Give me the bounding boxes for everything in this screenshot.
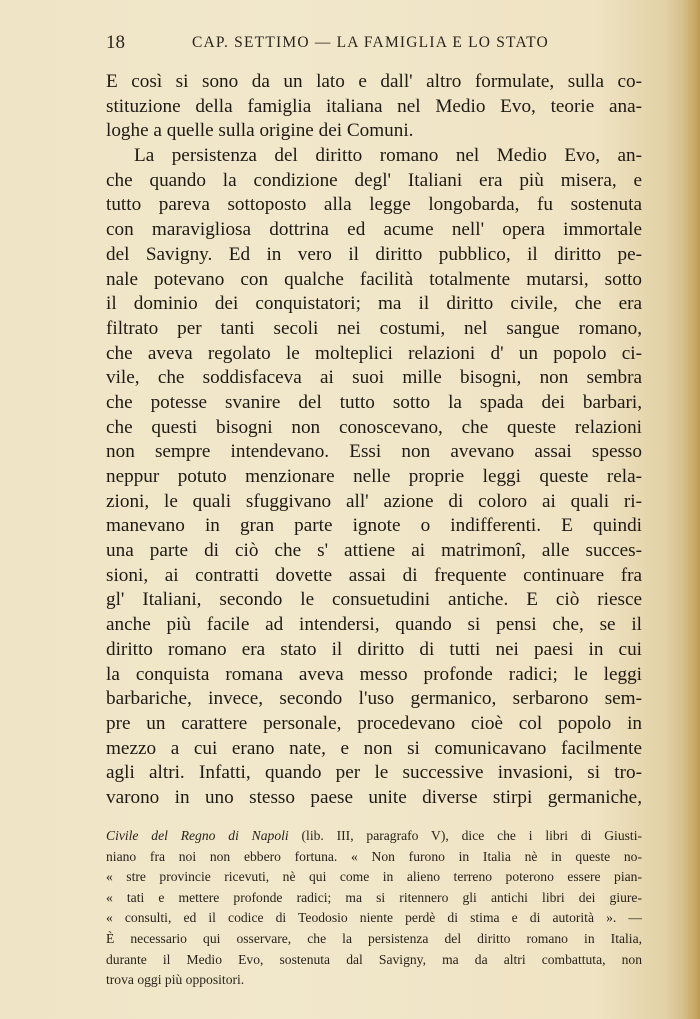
text-line: diritto romano era stato il diritto di tutti nei paesi in cui <box>106 638 642 660</box>
text-line: che aveva regolato le molteplici relazioni d' un popolo ci- <box>106 342 642 364</box>
footnote-line: « consulti, ed il codice di Teodosio niente perdè di stima e di autorità ». — <box>106 910 642 926</box>
text-line: nale potevano con qualche facilità totalmente mutarsi, sotto <box>106 268 642 290</box>
text-line: il dominio dei conquistatori; ma il diritto civile, che era <box>106 293 642 315</box>
text-line: E così si sono da un lato e dall' altro formulate, sulla co- <box>106 71 642 92</box>
text-line: zioni, le quali sfuggivano all' azione di coloro ai quali ri- <box>106 490 642 512</box>
text-line: agli altri. Infatti, quando per le successive invasioni, si tro- <box>106 762 642 784</box>
text-line: loghe a quelle sulla origine dei Comuni. <box>106 120 414 142</box>
footnote-line: È necessario qui osservare, che la persistenza del diritto romano in Italia, <box>106 930 642 946</box>
text-line: neppur potuto menzionare nelle proprie leggi queste rela- <box>106 466 642 487</box>
text-line: mezzo a cui erano nate, e non si comunicavano facilmente <box>106 737 642 759</box>
page-number: 18 <box>106 32 125 53</box>
text-line: che quando la condizione degl' Italiani era più misera, e <box>106 169 642 191</box>
text-line: la conquista romana aveva messo profonde radici; le leggi <box>106 663 642 685</box>
text-line: anche più facile ad intendersi, quando si pensi che, se il <box>106 614 642 636</box>
text-line: barbariche, invece, secondo l'uso germanico, serbarono sem- <box>106 688 642 710</box>
body-text <box>106 70 642 811</box>
text-line: sioni, ai contratti dovette assai di frequente continuare fra <box>106 564 642 586</box>
text-line: una parte di ciò che s' attiene ai matrimonî, alle succes- <box>106 540 642 562</box>
text-line: vile, che soddisfaceva ai suoi mille bisogni, non sembra <box>106 367 642 389</box>
page-header <box>106 32 642 58</box>
footnote <box>106 826 642 991</box>
text-line: gl' Italiani, secondo le consuetudini antiche. E ciò riesce <box>106 589 642 611</box>
text-line: stituzione della famiglia italiana nel Medio Evo, teorie ana- <box>106 95 642 117</box>
footnote-line: « tati e mettere profonde radici; ma si ritennero gli antichi libri dei giure- <box>106 889 642 905</box>
text-line: che potesse svanire del tutto sotto la spada dei barbari, <box>106 391 642 413</box>
footnote-line: niano fra noi non ebbero fortuna. « Non furono in Italia nè in queste no- <box>106 848 642 864</box>
footnote-line <box>106 826 642 847</box>
text-line: La persistenza del diritto romano nel Medio Evo, an- <box>134 145 642 167</box>
text-line: non sempre intendevano. Essi non avevano assai spesso <box>106 441 642 463</box>
running-head: CAP. SETTIMO — LA FAMIGLIA E LO STATO <box>192 34 549 51</box>
footnote-line: trova oggi più oppositori. <box>106 972 245 988</box>
text-line: tutto pareva sottoposto alla legge longobarda, fu sostenuta <box>106 194 642 216</box>
text-line: pre un carattere personale, procedevano cioè col popolo in <box>106 712 642 734</box>
text-line: filtrato per tanti secoli nei costumi, nel sangue romano, <box>106 317 642 339</box>
text-line: varono in uno stesso paese unite diverse stirpi germaniche, <box>106 786 642 808</box>
footnote-line: « stre provincie ricevuti, nè qui come in alieno terreno poterono essere pian- <box>106 869 642 885</box>
text-line: manevano in gran parte ignote o indifferenti. E quindi <box>106 515 642 537</box>
text-line: che questi bisogni non conoscevano, che queste relazioni <box>106 416 642 438</box>
text-line: con maravigliosa dottrina ed acume nell' opera immortale <box>106 219 642 241</box>
footnote-first-rest: (lib. III, paragrafo V), dice che i libri di Giusti- <box>288 828 643 843</box>
footnote-italic-title: Civile del Regno di Napoli <box>106 828 289 843</box>
text-line: del Savigny. Ed in vero il diritto pubblico, il diritto pe- <box>106 243 642 265</box>
page-edge <box>684 0 700 1019</box>
footnote-line: durante il Medio Evo, sostenuta dal Savigny, ma da altri combattuta, non <box>106 951 642 967</box>
